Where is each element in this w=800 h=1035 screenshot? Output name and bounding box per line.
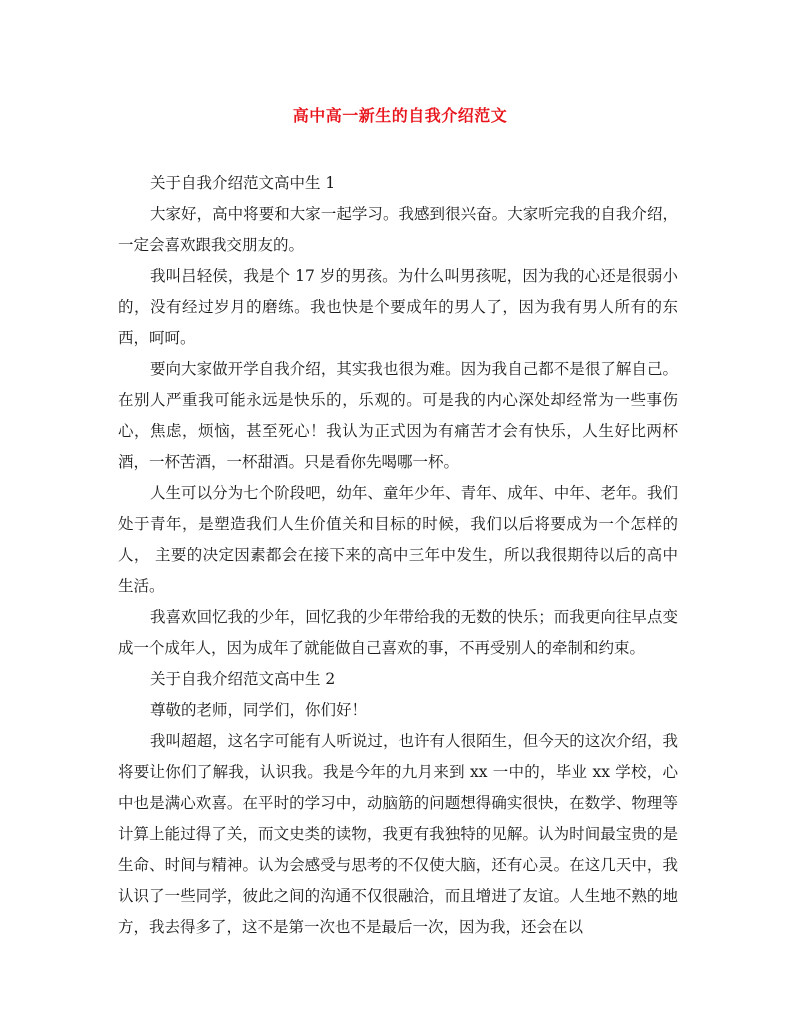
section-heading-1: 关于自我介绍范文高中生 1 <box>150 174 336 192</box>
paragraph-6: 我叫超超，这名字可能有人听说过，也许有人很陌生，但今天的这次介绍，我将要让你们了解我，认识我。我是今年的九月来到 xx 一中的，毕业 xx 学校，心中也是满心欢喜。在平时的学习中，动脑筋的问题想得确实很快，在数学、物理等计算上能过得了关，而文史类的读物，我更有我独特的见解。认为时间最宝贵的是生命、时间与精神。认为会感受与思考的不仅使大脑，还有心灵。在这几天中，我认识了一些同学，彼此之间的沟通不仅很融洽，而且增进了友谊。人生地不熟的地方，我去得多了，这不是第一次也不是最后一次，因为我，还会在以 <box>118 732 678 936</box>
document-title: 高中高一新生的自我介绍范文 <box>292 106 508 125</box>
paragraph-5: 我喜欢回忆我的少年，回忆我的少年带给我的无数的快乐；而我更向往早点变成一个成年人，因为成年了就能做自己喜欢的事，不再受别人的牵制和约束。 <box>118 608 678 657</box>
section-heading-2: 关于自我介绍范文高中生 2 <box>150 670 336 688</box>
paragraph-4: 人生可以分为七个阶段吧，幼年、童年少年、青年、成年、中年、老年。我们处于青年，是塑造我们人生价值关和目标的时候，我们以后将要成为一个怎样的人， 主要的决定因素都会在接下来的高中三年中发生，所以我很期待以后的高中生活。 <box>118 484 678 595</box>
paragraph-2: 我叫吕轻侯，我是个 17 岁的男孩。为什么叫男孩呢，因为我的心还是很弱小的，没有经过岁月的磨练。我也快是个要成年的男人了，因为我有男人所有的东西，呵呵。 <box>118 267 678 347</box>
paragraph-3: 要向大家做开学自我介绍，其实我也很为难。因为我自己都不是很了解自己。在别人严重我可能永远是快乐的，乐观的。可是我的内心深处却经常为一些事伤心，焦虑，烦恼，甚至死心！我认为正式因为有痛苦才会有快乐，人生好比两杯酒，一杯苦酒，一杯甜酒。只是看你先喝哪一杯。 <box>118 360 678 471</box>
document-body <box>118 168 678 943</box>
paragraph-greeting: 尊敬的老师，同学们，你们好！ <box>150 701 368 719</box>
paragraph-1: 大家好，高中将要和大家一起学习。我感到很兴奋。大家听完我的自我介绍，一定会喜欢跟我交朋友的。 <box>118 205 678 254</box>
